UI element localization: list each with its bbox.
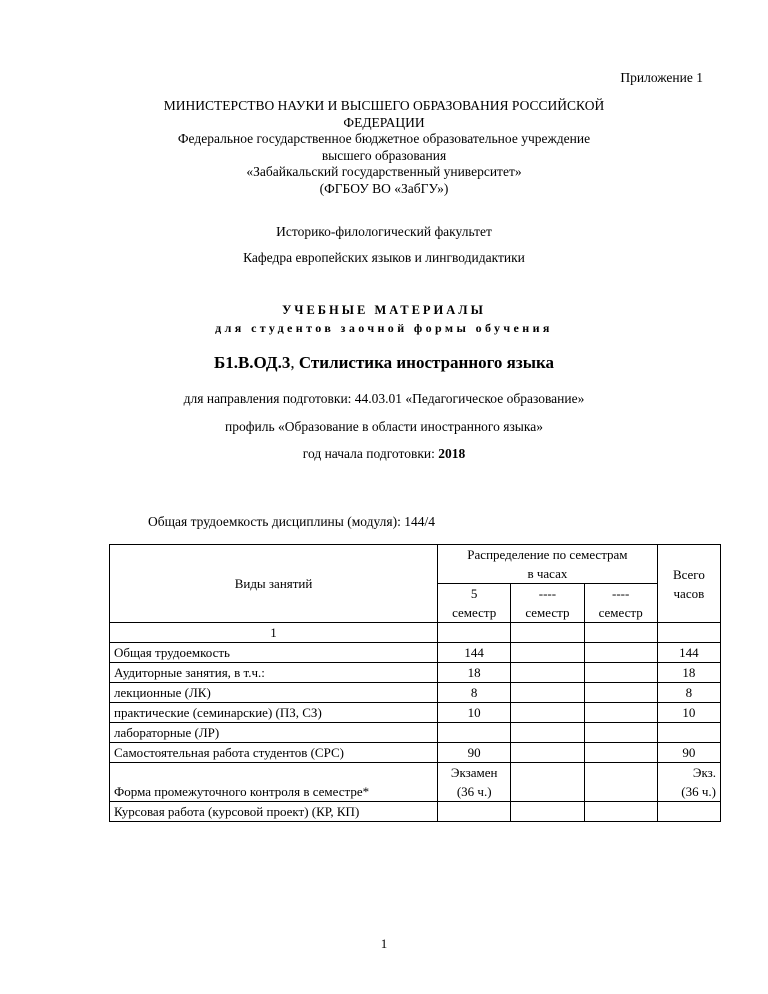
control-total-line-2: (36 ч.) (681, 784, 716, 799)
table-cell (584, 802, 657, 822)
row-s3 (584, 743, 657, 763)
distribution-header-line-2: в часах (527, 566, 568, 581)
row-s1: 144 (438, 643, 511, 663)
table-row (110, 683, 721, 703)
sem-2-number: ---- (511, 584, 584, 604)
row-s2 (511, 703, 584, 723)
distribution-header (438, 545, 658, 584)
row-total: 18 (657, 663, 720, 683)
control-total-line-1: Экз. (692, 765, 716, 780)
table-header-row-1 (110, 545, 721, 584)
control-s1 (438, 763, 511, 802)
page-number: 1 (380, 936, 388, 951)
sem-3-label: семестр (584, 603, 657, 623)
control-s2 (511, 763, 584, 802)
row-s3 (584, 723, 657, 743)
sem-1-number: 5 (438, 584, 511, 604)
ministry-line-4: высшего образования (321, 147, 447, 163)
row-s3 (584, 683, 657, 703)
faculty-name: Историко-филологический факультет (276, 224, 492, 239)
table-row (110, 703, 721, 723)
table-cell (511, 623, 584, 643)
row-s3 (584, 703, 657, 723)
total-workload: Общая трудоемкость дисциплины (модуля): 144/4 (148, 514, 435, 529)
row-s1 (438, 723, 511, 743)
table-row (110, 743, 721, 763)
row-label: Общая трудоемкость (110, 643, 438, 663)
row-label: практические (семинарские) (ПЗ, СЗ) (110, 703, 438, 723)
column-number-row (110, 623, 721, 643)
control-s1-line-2: (36 ч.) (456, 784, 492, 799)
year-value: 2018 (438, 446, 466, 461)
table-cell (584, 623, 657, 643)
course-separator: , (290, 353, 295, 372)
row-s3 (584, 643, 657, 663)
ministry-line-5: «Забайкальский государственный университет» (246, 164, 522, 179)
row-total (657, 723, 720, 743)
row-label: Самостоятельная работа студентов (СРС) (110, 743, 438, 763)
year-line (0, 446, 768, 462)
row-s3 (584, 663, 657, 683)
sem-1-label: семестр (438, 603, 511, 623)
ministry-line-2: ФЕДЕРАЦИИ (343, 114, 425, 130)
coursework-row (110, 802, 721, 822)
table-row (110, 643, 721, 663)
control-row (110, 763, 721, 802)
direction-line: для направления подготовки: 44.03.01 «Педагогическое образование» (183, 391, 585, 406)
control-label: Форма промежуточного контроля в семестре* (110, 763, 438, 802)
profile-line: профиль «Образование в области иностранного языка» (225, 419, 543, 434)
control-s1-line-1: Экзамен (450, 765, 498, 780)
row-s2 (511, 683, 584, 703)
ministry-header (0, 98, 768, 197)
sem-3-number: ---- (584, 584, 657, 604)
row-s2 (511, 663, 584, 683)
hours-table (109, 544, 721, 822)
types-header: Виды занятий (110, 545, 438, 623)
row-label: лабораторные (ЛР) (110, 723, 438, 743)
course-name: Стилистика иностранного языка (294, 353, 555, 372)
table-cell (438, 623, 511, 643)
ministry-line-1: МИНИСТЕРСТВО НАУКИ И ВЫСШЕГО ОБРАЗОВАНИЯ РОССИЙСКОЙ (163, 98, 605, 113)
row-total: 10 (657, 703, 720, 723)
column-number: 1 (110, 623, 438, 643)
row-total: 8 (657, 683, 720, 703)
ministry-line-3: Федеральное государственное бюджетное образовательное учреждение (177, 131, 591, 146)
table-cell (657, 802, 720, 822)
department-name: Кафедра европейских языков и лингводидактики (243, 250, 525, 265)
row-label: лекционные (ЛК) (110, 683, 438, 703)
control-s3 (584, 763, 657, 802)
row-s2 (511, 743, 584, 763)
table-row (110, 663, 721, 683)
row-s1: 18 (438, 663, 511, 683)
ministry-line-6: (ФГБОУ ВО «ЗабГУ») (319, 180, 449, 196)
row-total: 144 (657, 643, 720, 663)
materials-subtitle: для студентов заочной формы обучения (215, 321, 553, 335)
control-total (657, 763, 720, 802)
row-s2 (511, 723, 584, 743)
total-header-line-1: Всего (672, 566, 705, 582)
total-header (657, 545, 720, 623)
course-title (0, 353, 768, 373)
coursework-label: Курсовая работа (курсовой проект) (КР, КП) (110, 802, 438, 822)
row-s2 (511, 643, 584, 663)
distribution-header-line-1: Распределение по семестрам (467, 547, 628, 562)
table-cell (657, 623, 720, 643)
table-row (110, 723, 721, 743)
materials-title: УЧЕБНЫЕ МАТЕРИАЛЫ (282, 303, 486, 317)
row-s1: 8 (438, 683, 511, 703)
year-label: год начала подготовки: (302, 446, 439, 461)
row-s1: 90 (438, 743, 511, 763)
table-cell (438, 802, 511, 822)
sem-2-label: семестр (511, 603, 584, 623)
appendix-label: Приложение 1 (620, 70, 703, 85)
course-code: Б1.В.ОД.3 (213, 353, 291, 372)
total-header-line-2: часов (673, 585, 705, 601)
row-label: Аудиторные занятия, в т.ч.: (110, 663, 438, 683)
row-total: 90 (657, 743, 720, 763)
table-cell (511, 802, 584, 822)
row-s1: 10 (438, 703, 511, 723)
